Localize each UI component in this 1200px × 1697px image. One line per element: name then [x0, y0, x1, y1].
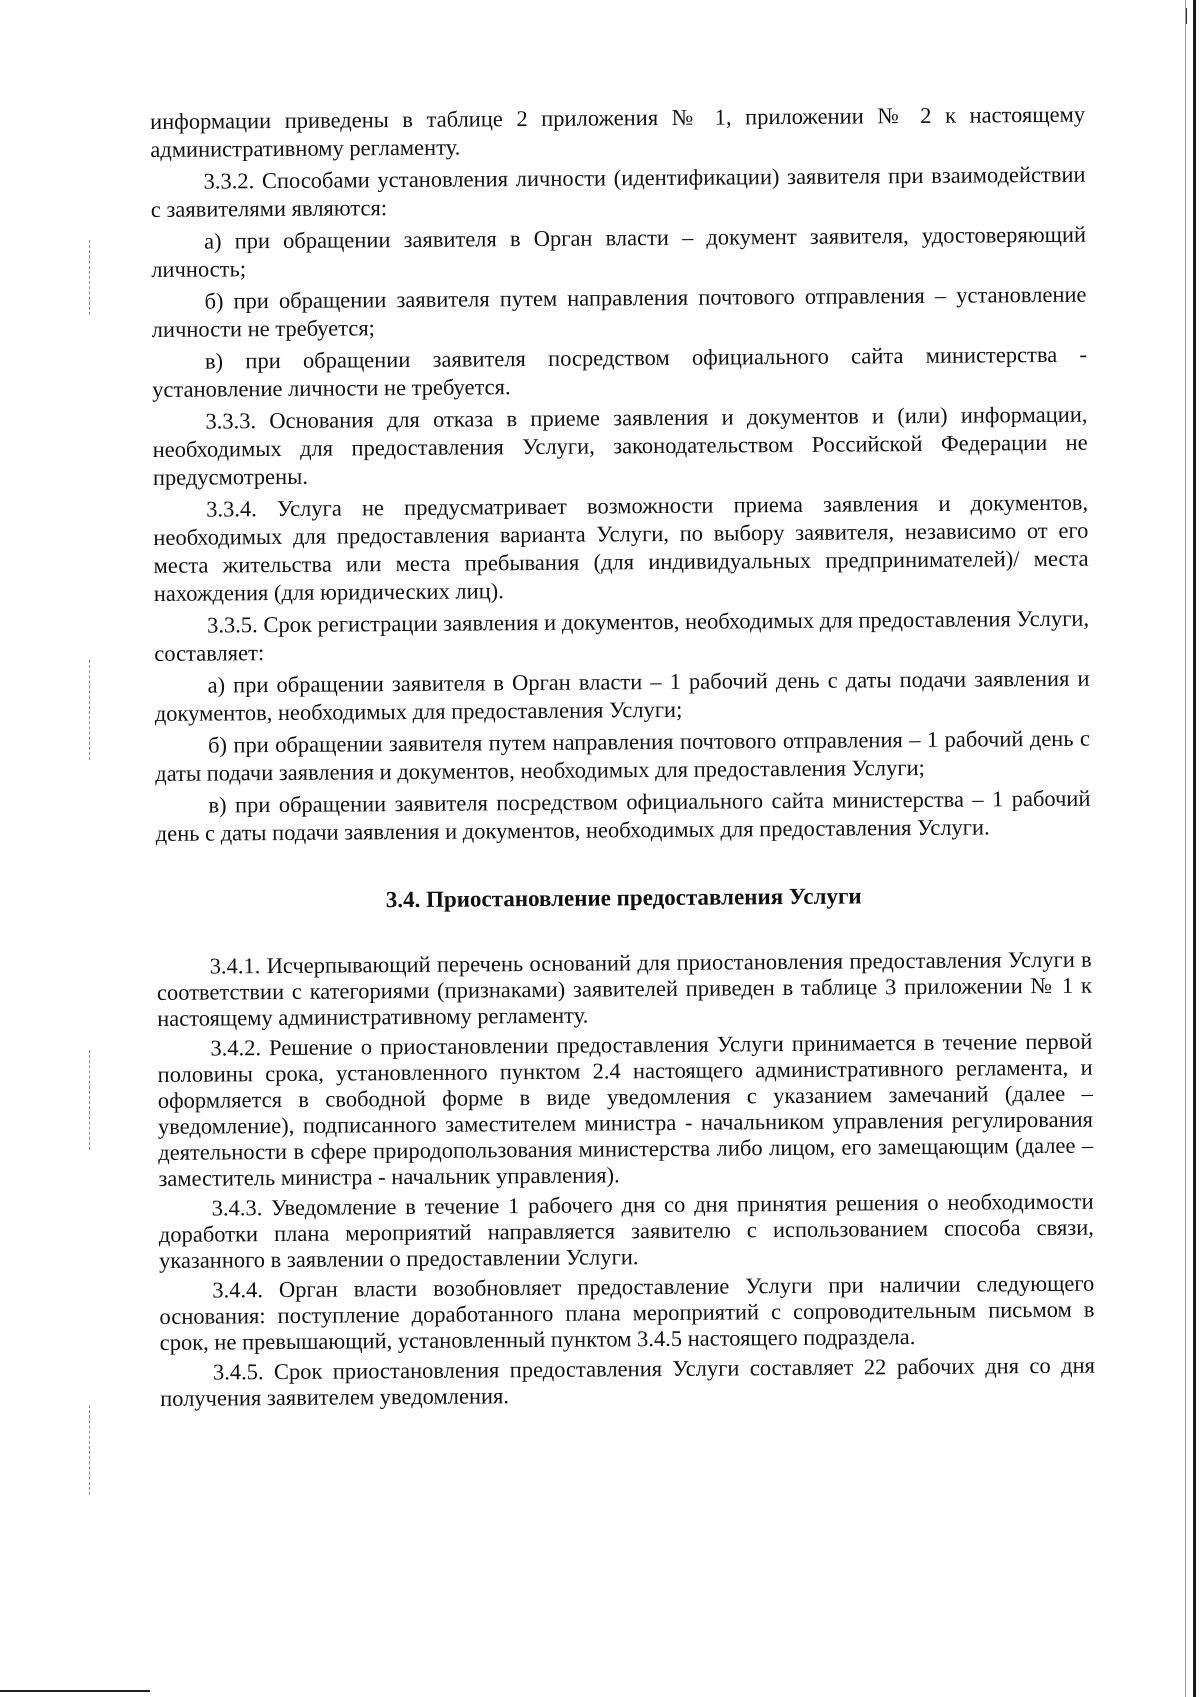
paragraph: б) при обращении заявителя путем направления почтового отправления – 1 рабочий день с даты подачи заявления и документов, необходимых для предоставления Услуги;	[155, 725, 1091, 786]
paragraph: информации приведены в таблице 2 приложения № 1, приложении № 2 к настоящему административному регламенту.	[150, 101, 1086, 162]
document-body	[150, 101, 1095, 1416]
page-edge-line	[1185, 0, 1186, 1697]
paragraph: 3.4.1. Исчерпывающий перечень оснований для приостановления предоставления Услуги в соответствии с категориями (признаками) заявителей приведен в таблице 3 приложении № 1 к настоящему административному регламенту.	[156, 946, 1093, 1031]
paragraph: 3.3.5. Срок регистрации заявления и документов, необходимых для предоставления Услуги, составляет:	[154, 605, 1090, 666]
binding-mark	[89, 660, 91, 760]
paragraph: в) при обращении заявителя посредством официального сайта министерства - установление личности не требуется.	[152, 341, 1088, 402]
paragraph: 3.4.5. Срок приостановления предоставления Услуги составляет 22 рабочих дня со дня получения заявителем уведомления.	[160, 1352, 1096, 1411]
page-bottom-edge	[0, 1690, 150, 1692]
section-3-3-continuation	[150, 101, 1091, 848]
scan-mark	[1186, 8, 1187, 24]
paragraph: а) при обращении заявителя в Орган власти – документ заявителя, удостоверяющий личность;	[151, 221, 1087, 282]
binding-mark	[89, 1405, 91, 1495]
paragraph: б) при обращении заявителя путем направления почтового отправления – установление личности не требуется;	[151, 281, 1087, 342]
paragraph: 3.4.2. Решение о приостановлении предоставления Услуги принимается в течение первой половины срока, установленного пунктом 2.4 настоящего административного регламента, и оформляется в свободной форме в виде уведомления с указанием замечаний (далее – уведомление), подписанного заместителем министра - начальником управления регулирования деятельности в сфере природопользования министерства либо лицом, его замещающим (далее – заместитель министра - начальник управления).	[157, 1028, 1094, 1191]
paragraph: а) при обращении заявителя в Орган власти – 1 рабочий день с даты подачи заявления и документов, необходимых для предоставления Услуги;	[154, 665, 1090, 726]
page-edge-shadow	[1193, 0, 1196, 1697]
section-3-4	[157, 947, 1096, 1412]
paragraph: 3.3.4. Услуга не предусматривает возможности приема заявления и документов, необходимых для предоставления варианта Услуги, по выбору заявителя, независимо от его места жительства или места пребывания (для индивидуальных предпринимателей)/ места нахождения (для юридических лиц).	[153, 489, 1089, 606]
binding-mark	[89, 240, 91, 315]
paragraph: 3.3.3. Основания для отказа в приеме заявления и документов и (или) информации, необходимых для предоставления Услуги, законодательством Российской Федерации не предусмотрены.	[152, 401, 1088, 490]
paragraph: 3.4.4. Орган власти возобновляет предоставление Услуги при наличии следующего основания: поступление доработанного плана мероприятий с сопроводительным письмом в срок, не превышающий, установленный пунктом 3.4.5 настоящего подраздела.	[159, 1270, 1095, 1355]
paragraph: 3.4.3. Уведомление в течение 1 рабочего дня со дня принятия решения о необходимости доработки плана мероприятий направляется заявителю с использованием способа связи, указанного в заявлении о предоставлении Услуги.	[158, 1188, 1094, 1273]
paragraph: в) при обращении заявителя посредством официального сайта министерства – 1 рабочий день с даты подачи заявления и документов, необходимых для предоставления Услуги.	[155, 785, 1091, 846]
section-heading: 3.4. Приостановление предоставления Услуги	[385, 883, 862, 913]
paragraph: 3.3.2. Способами установления личности (идентификации) заявителя при взаимодействии с заявителями являются:	[150, 161, 1086, 222]
binding-mark	[89, 1050, 91, 1150]
